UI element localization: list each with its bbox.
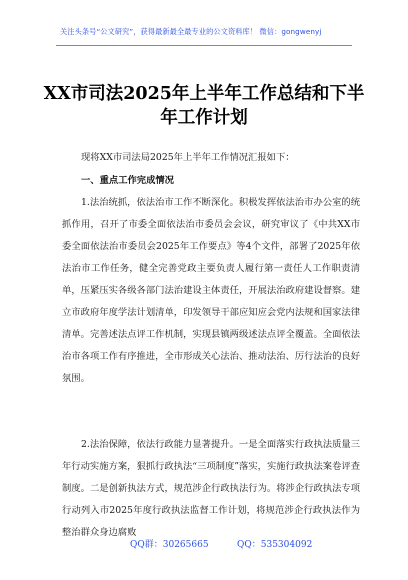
header-divider <box>56 45 352 46</box>
document-title: XX市司法2025年上半年工作总结和下半年工作计划 <box>43 84 365 128</box>
footer-qq-contact: QQ：535304092 <box>237 540 313 550</box>
header-note: 关注头条号“公文研究”，获得最新最全最专业的公文资料库！ 微信：gongwenyj <box>60 27 322 36</box>
intro-paragraph: 现将XX市司法局2025年上半年工作情况汇报如下： <box>81 152 295 163</box>
paragraph-1: 1.法治统抓，依法治市工作不断深化。积极发挥依法治市办公室的统抓作用，召开了市委全面依法治市委员会会议，研究审议了《中共XX市委全面依法治市委员会2025年工作要点》等4个文件，部署了2025年依法治市工作任务，健全完善党政主要负责人履行第一责任人工作职责清单，压紧压实各级各部门法治建设主体责任，开展法治政府建设督察。建立市政府年度学法计划清单，印发领导干部应知应会党内法规和国家法律清单。完善述法点评工作机制，实现县镇两级述法点评全覆盖。全面依法治市各项工作有序推进，全市形成关心法治、推动法治、厉行法治的良好氛围。 <box>62 197 360 384</box>
section-heading: 一、重点工作完成情况 <box>81 175 174 186</box>
footer-qq-group: QQ群：30265665 <box>130 540 209 550</box>
paragraph-2: 2.法治保障，依法行政能力显著提升。一是全面落实行政执法质量三年行动实施方案，狠抓行政执法“三项制度”落实，实施行政执法案卷评查制度。二是创新执法方式，规范涉企行政执法行为。将涉企行政执法专项行动列入市2025年度行政执法监督工作计划，将规范涉企行政执法作为整治群众身边腐败 <box>62 439 360 538</box>
